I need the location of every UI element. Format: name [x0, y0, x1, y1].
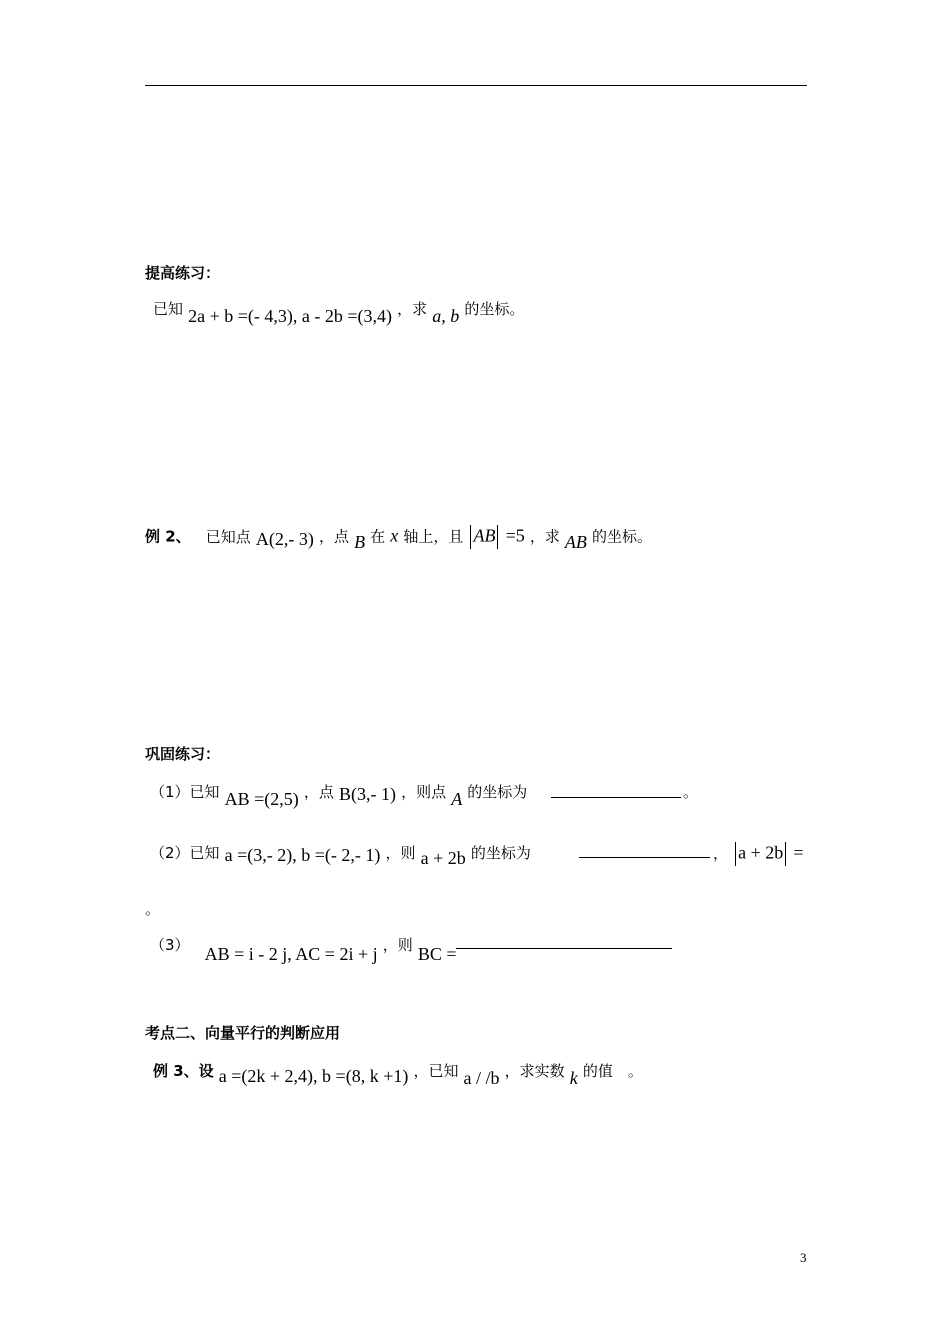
exercise-3: （3） AB = i - 2 j, AC = 2i + j ，则 BC =: [150, 936, 457, 964]
answer-blank-1[interactable]: [551, 797, 681, 798]
page-number: 3: [800, 1250, 807, 1265]
section-heading-point2: 考点二、向量平行的判断应用: [145, 1024, 341, 1042]
example-3: 例 3、设 a =(2k + 2,4), b =(8, k +1) ，已知 a / /b ，求实数 k 的值 。: [153, 1062, 643, 1088]
answer-blank-2[interactable]: [579, 857, 710, 858]
exercise-1: （1）已知 AB =(2,5) ，点 B(3,- 1) ，则点 A 的坐标为: [150, 783, 528, 809]
answer-blank-3[interactable]: [456, 948, 672, 949]
header-rule: [145, 85, 807, 86]
improve-vars: a, b: [432, 306, 460, 326]
example-2-label: 例 2、: [145, 527, 191, 546]
section-heading-improve: 提高练习：: [145, 264, 221, 282]
improve-equation: 2a + b =(- 4,3), a - 2b =(3,4): [188, 306, 393, 326]
example-2: 例 2、 已知点 A(2,- 3) ，点 B 在 x 轴上，且 AB =5 ，求 AB 的坐标。: [145, 525, 653, 552]
section-heading-consolidate: 巩固练习：: [145, 745, 221, 763]
magnitude-ab: AB: [473, 525, 496, 546]
improve-problem: 已知 2a + b =(- 4,3), a - 2b =(3,4) ，求 a, b 的坐标。: [153, 300, 525, 326]
magnitude-a-plus-2b: a + 2b: [738, 842, 784, 863]
exercise-2: （2）已知 a =(3,- 2), b =(- 2,- 1) ，则 a + 2b 的坐标为: [150, 844, 531, 868]
